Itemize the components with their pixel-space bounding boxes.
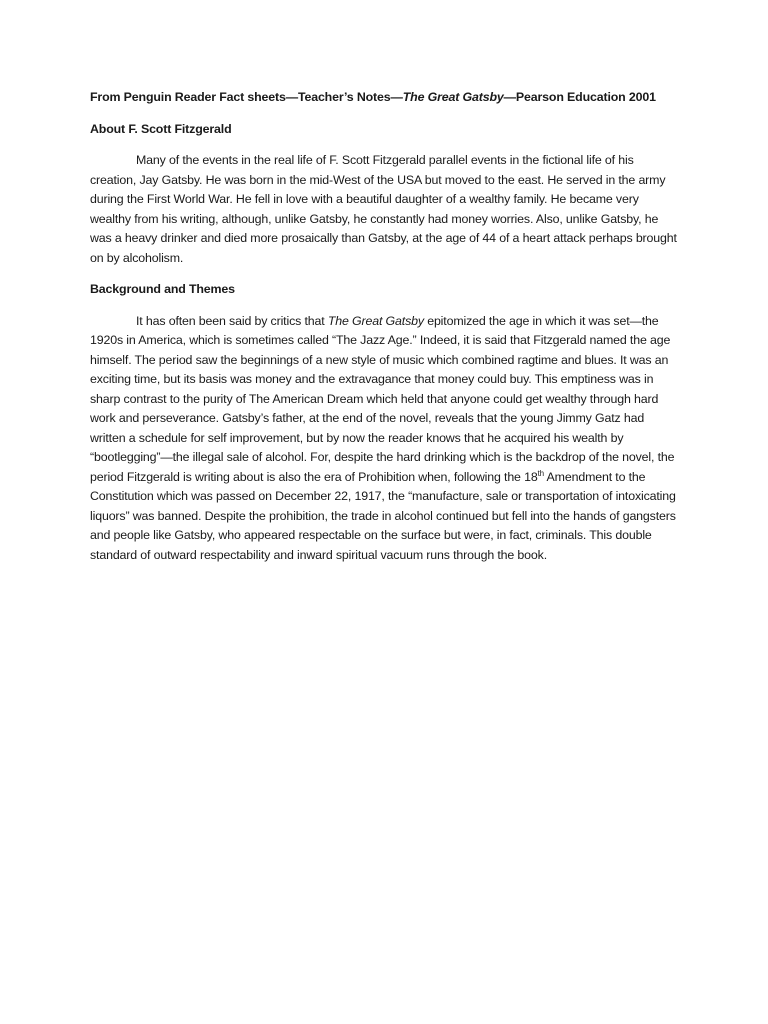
paragraph-about: Many of the events in the real life of F. Scott Fitzgerald parallel events in the fictional life of his creation, Jay Gatsby. He was born in the mid-West of the USA but moved to the east. He served in the army during the First World War. He fell in love with a beautiful daughter of a wealthy family. He became very wealthy from his writing, although, unlike Gatsby, he constantly had money worries. Also, unlike Gatsby, he was a heavy drinker and died more prosaically than Gatsby, at the age of 44 of a heart attack perhaps brought on by alcoholism.	[90, 153, 677, 265]
paragraph-background-part-c: Amendment to the Constitution which was passed on December 22, 1917, the “manufacture, sale or transportation of intoxicating liquors” was banned. Despite the prohibition, the trade in alcohol continued but fell into the hands of gangsters and people like Gatsby, who appeared respectable on the surface but were, in fact, criminals. This double standard of outward respectability and inward spiritual vacuum runs through the book.	[90, 469, 676, 562]
source-prefix: From Penguin Reader Fact sheets—Teacher’s Notes—	[90, 90, 403, 104]
section-heading-about: About F. Scott Fitzgerald	[90, 121, 232, 136]
paragraph-background-part-b: epitomized the age in which it was set—the 1920s in America, which is sometimes called “The Jazz Age.” Indeed, it is said that Fitzgerald named the age himself. The period saw the beginnings of a new style of music which combined ragtime and blues. It was an exciting time, but its basis was money and the extravagance that money could buy. This emptiness was in sharp contrast to the purity of The American Dream which held that anyone could get wealthy through hard work and perseverance. Gatsby’s father, at the end of the novel, reveals that the young Jimmy Gatz had written a schedule for self improvement, but by now the reader knows that he acquired his wealth by “bootlegging”—the illegal sale of alcohol. For, despite the hard drinking which is the backdrop of the novel, the period Fitzgerald is writing about is also the era of Prohibition when, following the 18	[90, 313, 675, 484]
source-book-title: The Great Gatsby	[402, 90, 504, 104]
paragraph-background	[90, 312, 680, 566]
paragraph-background-part-a: It has often been said by critics that	[136, 313, 328, 328]
source-citation	[90, 88, 680, 108]
section-heading-background: Background and Themes	[90, 282, 235, 296]
document-page	[90, 88, 680, 577]
ordinal-superscript: th	[537, 468, 544, 478]
paragraph-background-book-title: The Great Gatsby	[327, 313, 424, 328]
source-suffix: —Pearson Education 2001	[503, 90, 656, 104]
